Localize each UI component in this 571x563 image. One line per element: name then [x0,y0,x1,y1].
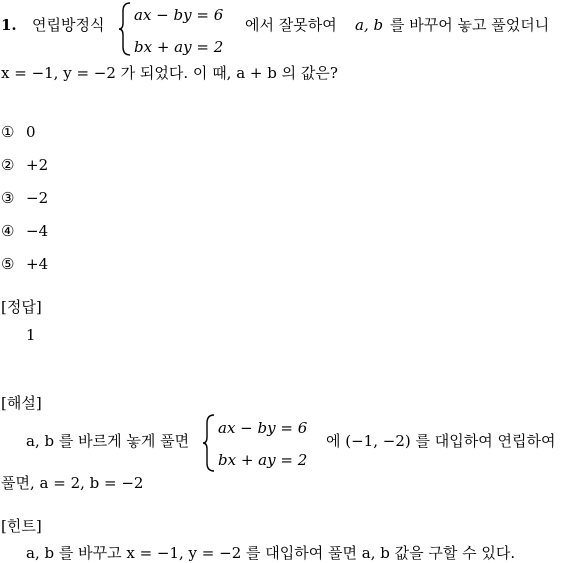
choice-value-1: 0 [26,123,36,141]
question-text-1: 에서 잘못하여 [245,16,337,34]
explanation-lead: a, b 를 바르게 놓게 풀면 [26,432,190,450]
explanation-equation-2: bx + ay = 2 [218,451,308,469]
answer-value: 1 [26,326,36,344]
question-intro: 연립방정식 [32,16,105,34]
choice-mark-1: ① [1,123,15,141]
question-vars: a, b [355,16,384,34]
answer-label: [정답] [1,298,42,316]
hint-label: [힌트] [1,517,42,535]
question-line-2: x = −1, y = −2 가 되었다. 이 때, a + b 의 값은? [1,64,338,82]
choice-mark-5: ⑤ [1,255,15,273]
hint-text: a, b 를 바꾸고 x = −1, y = −2 를 대입하여 풀면 a, b 값을 구할 수 있다. [26,544,516,562]
choice-value-5: +4 [26,255,49,273]
choice-mark-3: ③ [1,189,15,207]
explanation-label: [해설] [1,394,42,412]
question-number: 1. [1,16,17,34]
choice-mark-2: ② [1,156,15,174]
explanation-line-2: 풀면, a = 2, b = −2 [1,474,144,492]
system-equation-2: bx + ay = 2 [134,38,224,56]
explanation-equation-1: ax − by = 6 [218,419,308,437]
system-equation-1: ax − by = 6 [134,6,224,24]
question-text-2: 를 바꾸어 놓고 풀었더니 [390,16,550,34]
choice-value-3: −2 [26,189,49,207]
choice-mark-4: ④ [1,222,15,240]
system-brace [118,2,132,56]
choice-value-4: −4 [26,222,49,240]
explanation-brace [202,414,216,472]
choice-value-2: +2 [26,156,49,174]
explanation-tail: 에 (−1, −2) 를 대입하여 연립하여 [326,432,556,450]
